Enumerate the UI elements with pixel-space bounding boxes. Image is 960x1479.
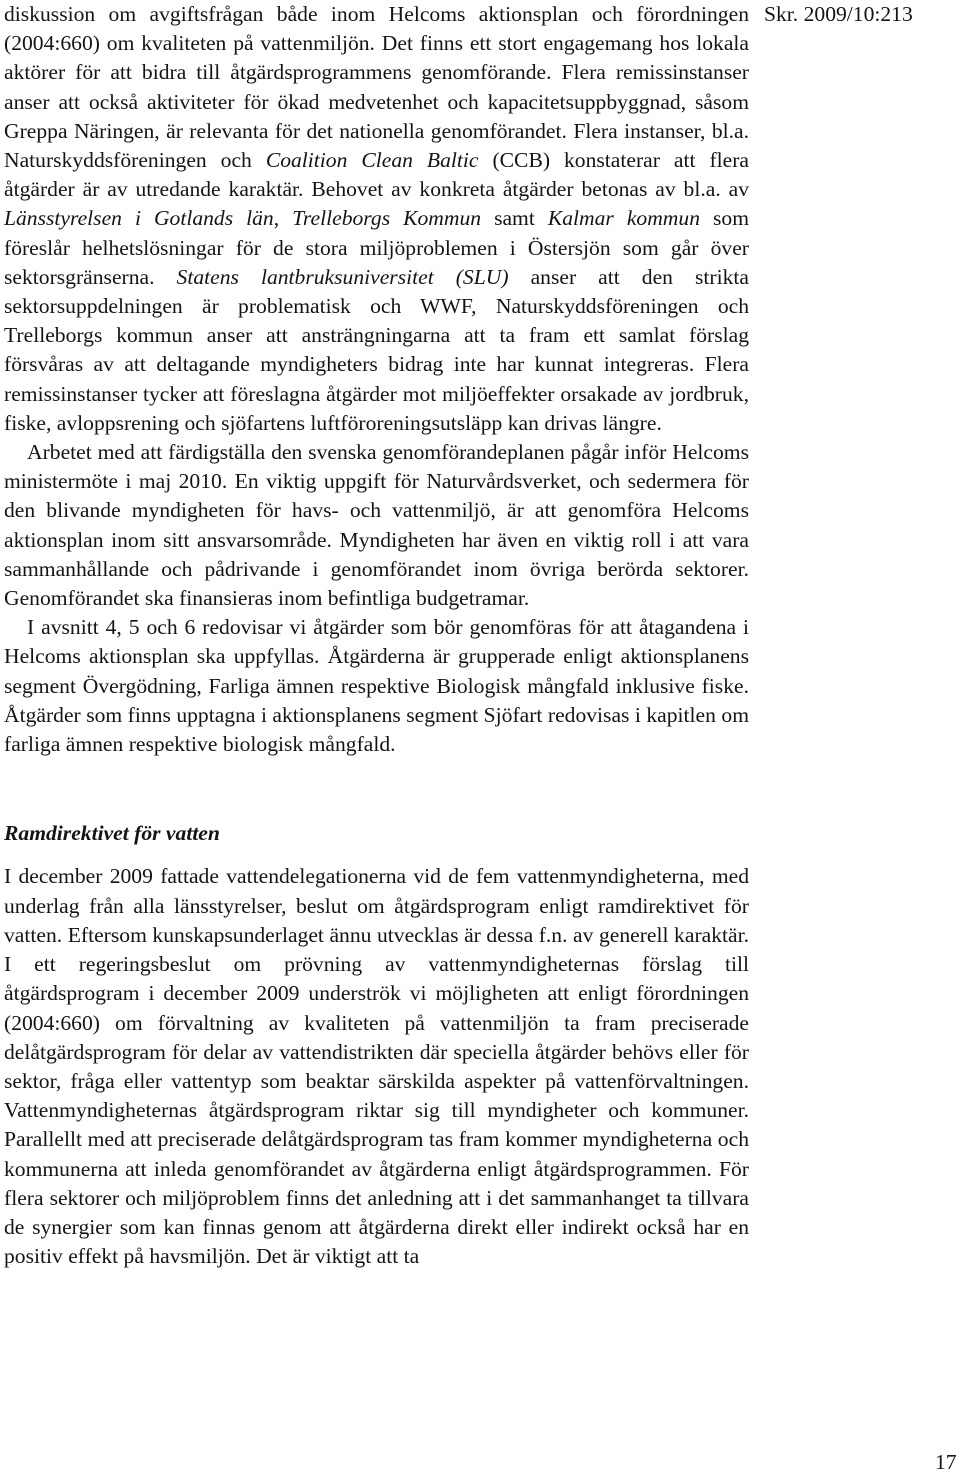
main-text-column [4,0,749,1271]
page-number: 17 [935,1450,957,1474]
paragraph-text: Det finns ett stort engagemang hos lokala aktörer för att bidra till åtgärdsprogrammens genomförande. Flera remissinstanser anser att också aktiviteter för ökad medvetenhet och kapacitetsuppbyggnad, såsom Greppa Näringen, är relevanta för det nationella genomförandet. Flera instanser, bl.a. Naturskyddsföreningen och [4,31,749,173]
paragraph-ramdirektivet: I december 2009 fattade vattendelegationerna vid de fem vattenmyndigheterna, med underlag från alla länsstyrelser, beslut om åtgärdsprogram enligt ramdirektivet för vatten. Eftersom kunskapsunderlaget ännu utvecklas är dessa f.n. av generell karaktär. I ett regeringsbeslut om prövning av vattenmyndigheternas förslag till åtgärdsprogram i december 2009 underströk vi möjligheten att enligt förordningen (2004:660) om förvaltning av kvaliteten på vattenmiljön ta fram preciserade delåtgärdsprogram för delar av vattendistrikten där speciella åtgärder behövs eller för sektor, fråga eller vattentyp som beaktar särskilda aspekter på vattenförvaltningen. Vattenmyndigheternas åtgärdsprogram riktar sig till myndigheter och kommuner. Parallellt med att preciserade delåtgärdsprogram tas fram kommer myndigheterna och kommunerna att inleda genomförandet av åtgärderna enligt åtgärdsprogrammen. För flera sektorer och miljöproblem finns det anledning att i det sammanhanget ta tillvara de synergier som kan finnas genom att åtgärderna direkt eller indirekt också har en positiv effekt på havsmiljön. Det är viktigt att ta [4,864,749,1269]
paragraph-genomforandeplan: Arbetet med att färdigställa den svenska genomförandeplanen pågår inför Helcoms ministermöte i maj 2010. En viktig uppgift för Naturvårdsverket, och sedermera för den blivande myndigheten för havs- och vattenmiljö, är att genomföra Helcoms aktionsplan inom sitt ansvarsområde. Myndigheten har även en viktig roll i att vara sammanhållande och pådrivande i genomförandet inom övriga berörda sektorer. Genomförandet ska finansieras inom befintliga budgetramar. [4,440,749,611]
section-heading: Ramdirektivet för vatten [4,821,220,846]
paragraph-text: , [273,206,293,231]
paragraph-text: (CCB) konstaterar att flera åtgärder är av utredande karaktär. Behovet av konkreta åtgärder betonas av bl.a. av [4,148,749,202]
organisation-name: Kalmar kommun [547,206,700,231]
organisation-name: Coalition Clean Baltic [265,148,479,173]
paragraph-text: anser att den strikta sektorsuppdelningen är problematisk och WWF, Naturskyddsföreningen och Trelleborgs kommun anser att ansträngningarna att ta fram ett samlat förslag försvåras av att deltagande myndigheters bidrag inte har kunnat integreras. Flera remissinstanser tycker att föreslagna åtgärder mot miljöeffekter orsakade av jordbruk, fiske, avloppsrening och sjöfartens luftföroreningsutsläpp kan drivas längre. [4,264,750,435]
paragraph-text: samt [481,206,548,231]
document-reference: Skr. 2009/10:213 [764,2,913,26]
paragraph-remissinstanser [4,0,749,438]
organisation-name: Statens lantbruksuniversitet (SLU) [176,264,509,289]
paragraph-text: diskussion om avgiftsfrågan både inom Helcoms aktionsplan och förordningen (2004:660) om kvaliteten på vattenmiljön. [4,2,749,56]
paragraph-text: som föreslår helhetslösningar för de stora miljöproblemen i Östersjön som går över sektorsgränserna. [4,206,749,289]
organisation-name: Trelleborgs Kommun [292,206,482,231]
paragraph-avsnitt: I avsnitt 4, 5 och 6 redovisar vi åtgärder som bör genomföras för att åtagandena i Helcoms aktionsplan ska uppfyllas. Åtgärderna är grupperade enligt aktionsplanens segment Övergödning, Farliga ämnen respektive Biologisk mångfald inklusive fiske. Åtgärder som finns upptagna i aktionsplanens segment Sjöfart redovisas i kapitlen om farliga ämnen respektive biologisk mångfald. [4,615,749,757]
organisation-name: Länsstyrelsen i Gotlands län [4,206,274,231]
